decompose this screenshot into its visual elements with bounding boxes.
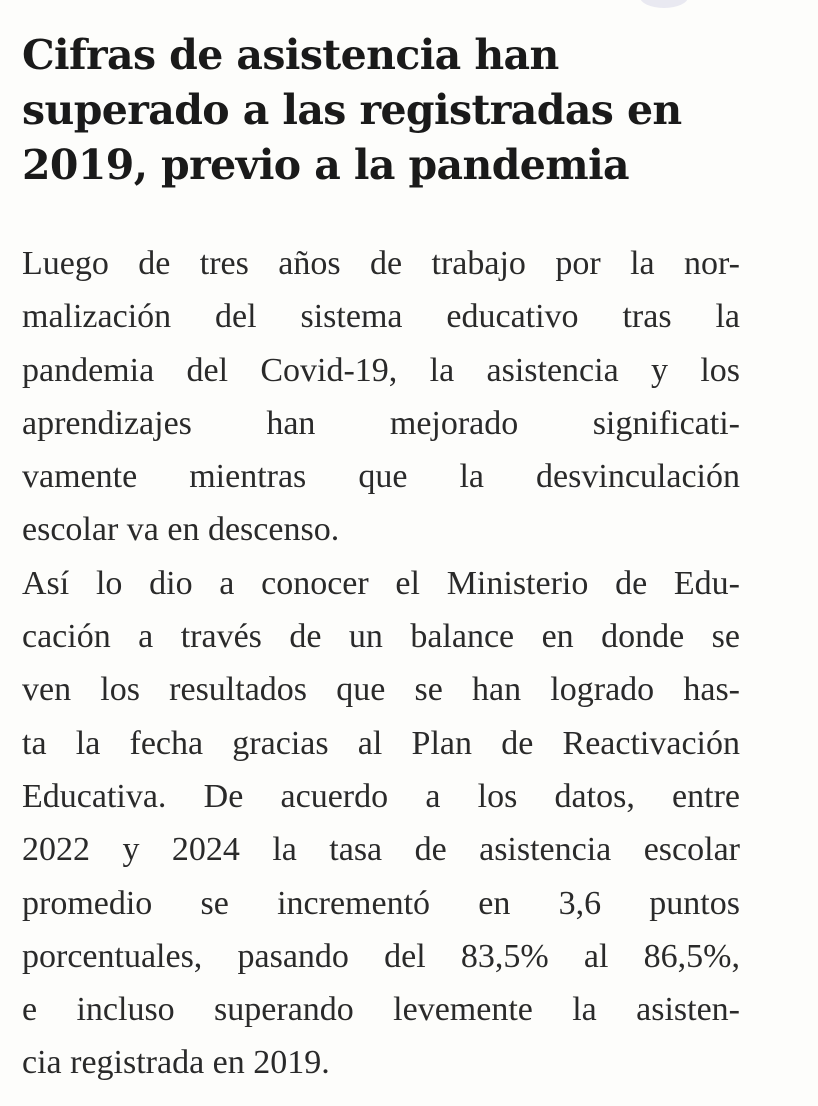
decorative-edge-shape: [640, 0, 688, 8]
body-line: vamente mientras que la desvinculación: [22, 458, 740, 496]
body-line: Así lo dio a conocer el Ministerio de Edu-: [22, 564, 740, 602]
body-line: Educativa. De acuerdo a los datos, entre: [22, 777, 740, 815]
article-body: [22, 237, 740, 1090]
body-line: Luego de tres años de trabajo por la nor-: [22, 245, 740, 282]
body-line: ta la fecha gracias al Plan de Reactivación: [22, 724, 740, 762]
body-line: porcentuales, pasando del 83,5% al 86,5%,: [22, 937, 740, 975]
headline-line: Cifras de asistencia han: [22, 31, 559, 79]
headline-line: 2019, previo a la pandemia: [22, 141, 630, 189]
article-headline: [22, 28, 802, 193]
body-line: ven los resultados que se han logrado has-: [22, 671, 740, 709]
body-line: cación a través de un balance en donde se: [22, 618, 740, 656]
body-line: cia registrada en 2019.: [22, 1044, 330, 1082]
body-line: aprendizajes han mejorado significati-: [22, 404, 740, 442]
body-line: malización del sistema educativo tras la: [22, 298, 740, 336]
body-line: escolar va en descenso.: [22, 511, 340, 549]
body-line: e incluso superando levemente la asisten-: [22, 991, 740, 1029]
paragraph-1: [22, 237, 740, 557]
body-line: promedio se incrementó en 3,6 puntos: [22, 884, 740, 922]
headline-line: superado a las registradas en: [22, 86, 682, 134]
paragraph-2: [22, 557, 740, 1090]
body-line: 2022 y 2024 la tasa de asistencia escolar: [22, 831, 740, 869]
body-line: pandemia del Covid-19, la asistencia y los: [22, 351, 740, 389]
